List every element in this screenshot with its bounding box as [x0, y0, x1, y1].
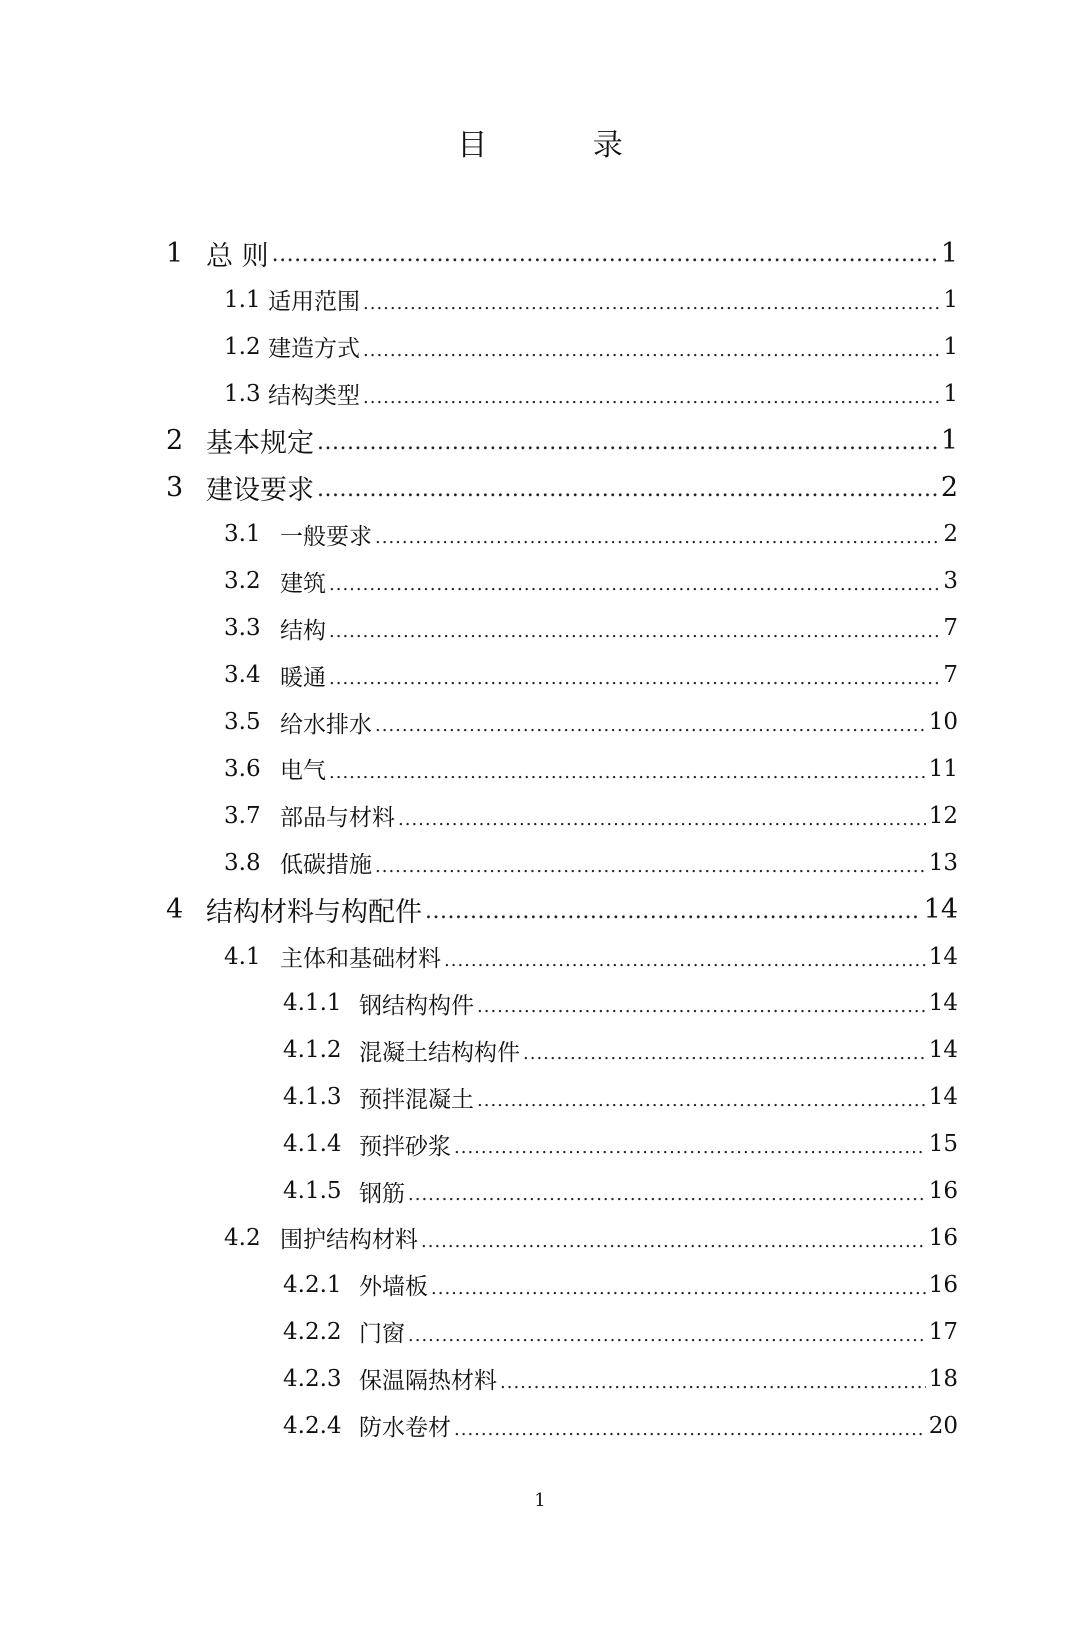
dot-leader	[408, 1312, 926, 1352]
toc-entry-number: 4.1.3	[283, 1084, 342, 1111]
toc-entry[interactable]	[224, 561, 958, 601]
dot-leader	[421, 1218, 926, 1258]
dot-leader	[444, 937, 926, 977]
toc-entry-number: 1	[166, 237, 184, 269]
dot-leader	[317, 468, 938, 508]
toc-entry-page: 15	[928, 1131, 958, 1158]
toc-entry-label: 给水排水	[280, 711, 372, 738]
toc-entry[interactable]	[224, 702, 958, 742]
toc-entry-number: 3.2	[224, 568, 261, 595]
toc-entry[interactable]	[224, 327, 958, 367]
toc-entry-label: 预拌混凝土	[359, 1086, 474, 1113]
dot-leader	[500, 1359, 926, 1399]
toc-entry-number: 4.1	[224, 943, 261, 970]
toc-entry-number: 3.1	[224, 521, 261, 548]
dot-leader	[477, 983, 926, 1023]
toc-entry-page: 7	[943, 615, 958, 642]
toc-entry-label: 暖通	[280, 664, 326, 691]
toc-entry-page: 14	[928, 1084, 958, 1111]
toc-entry-page: 10	[928, 709, 958, 735]
toc-entry-page: 14	[923, 894, 958, 926]
toc-entry[interactable]	[224, 655, 958, 695]
toc-entry-number: 4.2	[224, 1224, 261, 1251]
toc-entry-number: 1.1	[224, 286, 261, 313]
toc-entry-page: 1	[940, 425, 958, 457]
toc-entry[interactable]	[283, 983, 958, 1023]
toc-entry-label: 结构	[280, 617, 326, 644]
toc-entry-label: 预拌砂浆	[359, 1133, 451, 1160]
toc-entry-label: 一般要求	[280, 523, 372, 550]
dot-leader	[398, 796, 926, 836]
toc-entry[interactable]	[283, 1312, 958, 1352]
dot-leader	[317, 421, 938, 461]
toc-entry-label: 电气	[280, 758, 326, 785]
toc-entry-number: 3.4	[224, 662, 261, 689]
dot-leader	[408, 1171, 926, 1211]
toc-entry[interactable]	[283, 1124, 958, 1164]
dot-leader	[375, 702, 926, 742]
toc-entry-number: 4.1.1	[283, 990, 342, 1017]
toc-entry[interactable]	[224, 796, 958, 836]
toc-entry[interactable]	[224, 514, 958, 554]
toc-entry-page: 16	[928, 1224, 958, 1251]
toc-entry-page: 16	[928, 1271, 958, 1298]
toc-entry-number: 3.8	[224, 849, 261, 876]
toc-entry[interactable]	[224, 749, 958, 789]
dot-leader	[454, 1406, 926, 1446]
toc-entry[interactable]	[224, 937, 958, 977]
toc-entry[interactable]	[283, 1030, 958, 1070]
dot-leader	[375, 843, 926, 883]
toc-entry-label: 结构类型	[268, 383, 360, 410]
toc-entry-page: 20	[928, 1412, 958, 1439]
dot-leader	[523, 1030, 926, 1070]
toc-entry-label: 低碳措施	[280, 852, 372, 879]
toc-entry[interactable]	[224, 280, 958, 320]
toc-entry[interactable]	[166, 421, 958, 461]
toc-entry-page: 1	[943, 286, 958, 313]
dot-leader	[363, 374, 940, 414]
toc-entry[interactable]	[224, 374, 958, 414]
toc-entry[interactable]	[283, 1077, 958, 1117]
toc-entry-page: 3	[943, 568, 958, 595]
toc-entry-page: 2	[940, 472, 958, 503]
dot-leader	[329, 655, 940, 695]
dot-leader	[431, 1265, 926, 1305]
toc-entry-number: 3	[166, 472, 184, 503]
toc-entry-page: 11	[928, 755, 958, 782]
toc-entry-number: 4.2.4	[283, 1412, 342, 1439]
page-number-footer: 1	[534, 1490, 546, 1511]
dot-leader	[454, 1124, 926, 1164]
toc-entry-label: 钢筋	[359, 1180, 405, 1207]
toc-entry-number: 3.6	[224, 755, 261, 782]
toc-entry[interactable]	[166, 468, 958, 508]
toc-title: 目 录	[457, 128, 671, 163]
dot-leader	[363, 280, 940, 320]
dot-leader	[329, 608, 940, 648]
toc-entry-page: 1	[943, 380, 958, 407]
toc-entry-number: 4.1.4	[283, 1131, 342, 1158]
toc-entry-label: 混凝土结构构件	[359, 1039, 520, 1066]
dot-leader	[329, 749, 926, 789]
toc-entry[interactable]	[283, 1265, 958, 1305]
dot-leader	[477, 1077, 926, 1117]
toc-entry-number: 1.3	[224, 380, 261, 407]
dot-leader	[272, 233, 938, 273]
toc-entry-label: 建设要求	[206, 475, 314, 506]
toc-entry-label: 基本规定	[206, 428, 314, 460]
toc-entry-page: 12	[928, 802, 958, 829]
toc-entry-label: 主体和基础材料	[280, 946, 441, 972]
toc-entry-label: 适用范围	[268, 289, 360, 316]
toc-entry-page: 18	[928, 1365, 958, 1392]
toc-entry-label: 外墙板	[359, 1274, 428, 1301]
toc-entry-number: 4.2.2	[283, 1318, 342, 1345]
toc-entry[interactable]	[166, 890, 958, 930]
toc-entry-number: 4	[166, 894, 184, 926]
toc-entry-number: 4.1.5	[283, 1178, 342, 1204]
dot-leader	[329, 561, 940, 601]
toc-entry-label: 总 则	[206, 240, 269, 272]
dot-leader	[425, 890, 921, 930]
toc-entry-label: 建筑	[280, 570, 326, 597]
toc-entry-page: 16	[928, 1178, 958, 1204]
toc-entry-number: 3.3	[224, 615, 261, 642]
dot-leader	[363, 327, 940, 367]
toc-entry-label: 钢结构构件	[359, 992, 474, 1019]
toc-entry-label: 部品与材料	[280, 805, 395, 832]
toc-entry[interactable]	[224, 843, 958, 883]
toc-entry[interactable]	[224, 1218, 958, 1258]
toc-entry-label: 围护结构材料	[280, 1227, 418, 1254]
toc-entry[interactable]	[166, 233, 958, 273]
toc-entry-number: 4.1.2	[283, 1037, 342, 1064]
toc-entry-number: 4.2.1	[283, 1271, 342, 1298]
toc-entry-label: 防水卷材	[359, 1415, 451, 1441]
toc-entry-page: 17	[928, 1318, 958, 1345]
toc-entry-page: 1	[940, 237, 958, 269]
toc-entry-label: 保温隔热材料	[359, 1368, 497, 1395]
toc-entry-page: 13	[928, 849, 958, 876]
toc-entry-label: 门窗	[359, 1321, 405, 1348]
toc-entry-page: 2	[943, 521, 958, 548]
toc-entry-number: 3.7	[224, 802, 261, 829]
toc-entry[interactable]	[283, 1406, 958, 1446]
toc-entry-number: 2	[166, 425, 184, 457]
toc-entry-number: 3.5	[224, 709, 261, 735]
toc-entry-label: 建造方式	[268, 336, 360, 363]
toc-entry[interactable]	[283, 1359, 958, 1399]
toc-entry-page: 14	[928, 1037, 958, 1064]
toc-entry-page: 1	[943, 333, 958, 360]
dot-leader	[375, 514, 940, 554]
toc-entry-number: 4.2.3	[283, 1365, 342, 1392]
toc-entry[interactable]	[224, 608, 958, 648]
toc-entry-page: 14	[928, 990, 958, 1017]
toc-entry-page: 7	[943, 662, 958, 689]
toc-entry-label: 结构材料与构配件	[206, 897, 422, 929]
toc-entry-number: 1.2	[224, 333, 261, 360]
toc-entry[interactable]	[283, 1171, 958, 1211]
toc-entry-page: 14	[928, 943, 958, 970]
